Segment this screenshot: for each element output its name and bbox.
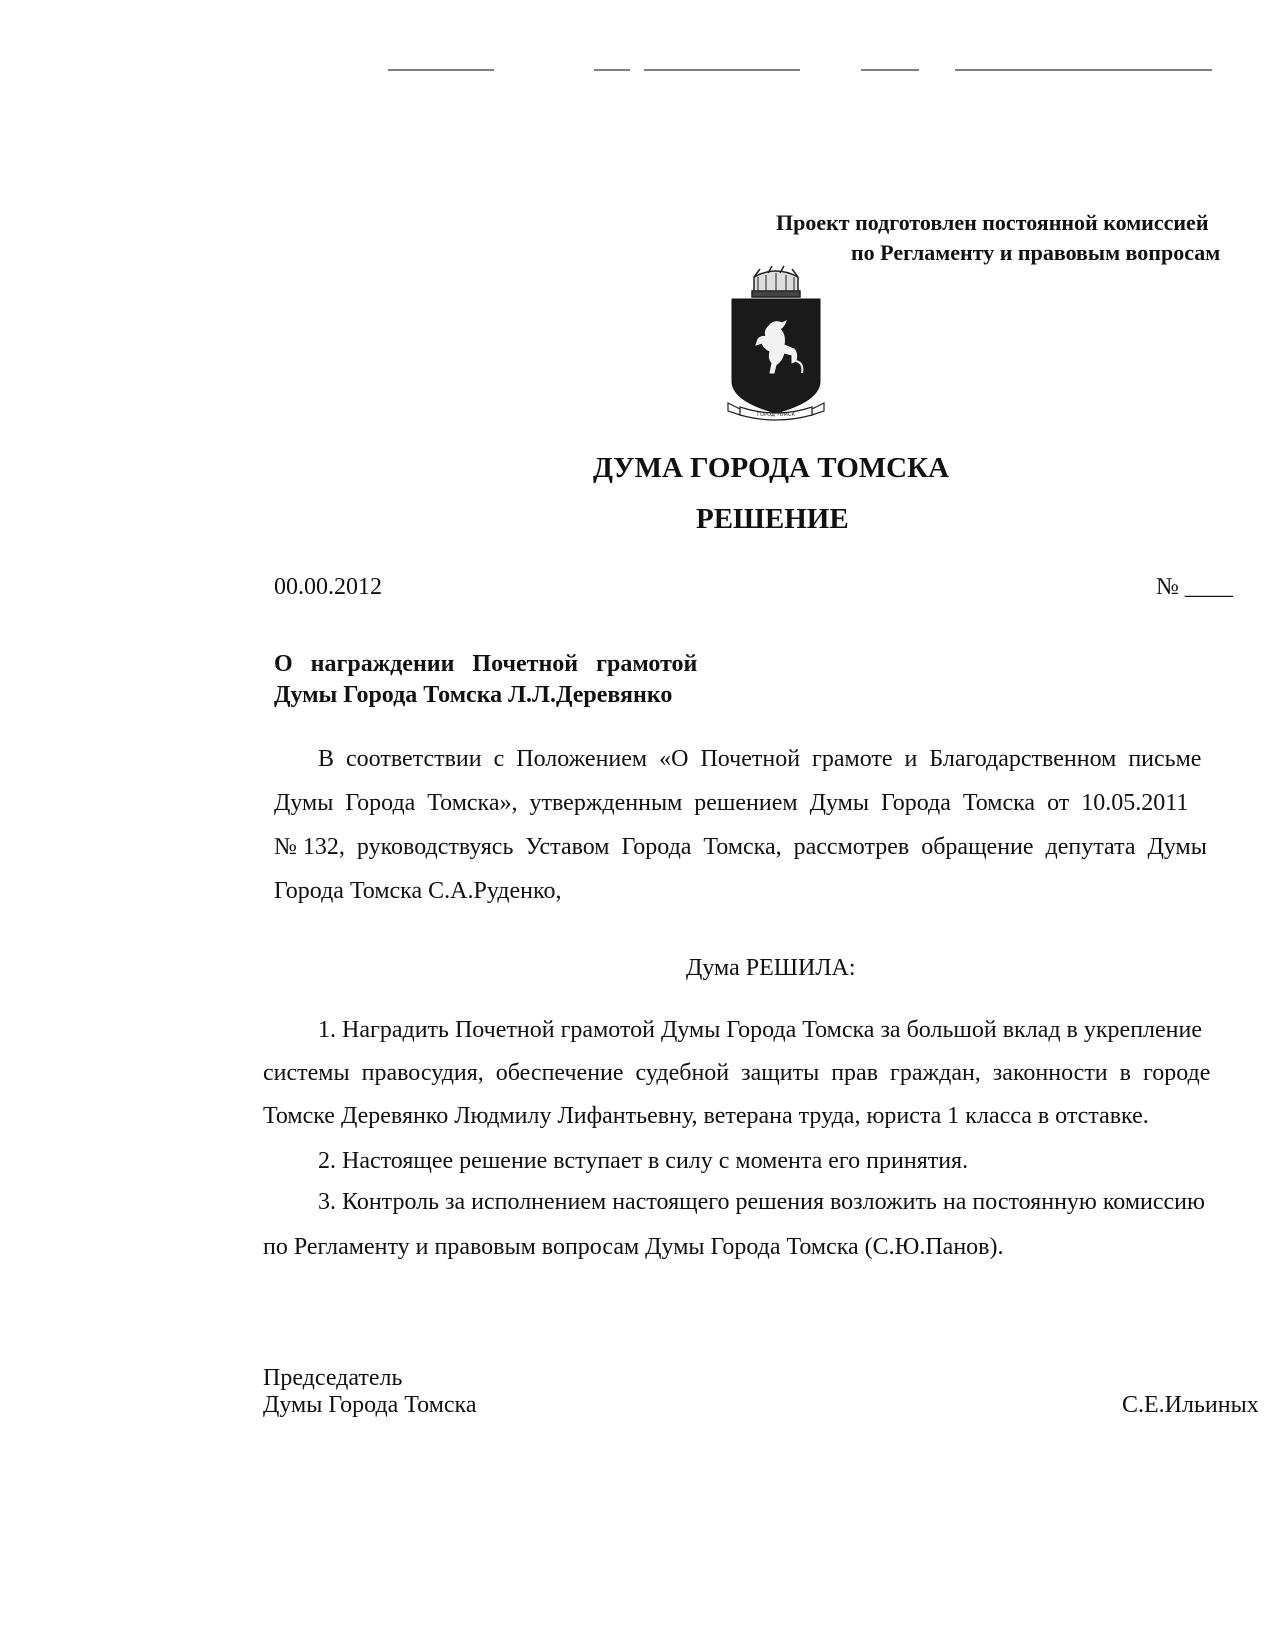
scan-line [594,69,630,71]
tomsk-coat-of-arms-icon [724,263,828,425]
document-date: 00.00.2012 [274,574,382,600]
item3-line1: 3. Контроль за исполнением настоящего решения возложить на постоянную комиссию [318,1189,1205,1215]
resolution-header: Дума РЕШИЛА: [686,955,856,981]
org-title: ДУМА ГОРОДА ТОМСКА [593,452,950,484]
item3-line2: по Регламенту и правовым вопросам Думы Города Томска (С.Ю.Панов). [263,1234,1004,1260]
document-number: № ____ [1156,574,1233,600]
signature-title-line2: Думы Города Томска [263,1392,477,1418]
crown-icon [752,266,800,297]
project-note-line2: по Регламенту и правовым вопросам [851,240,1221,265]
project-note [776,208,1209,238]
item1-line3: Томске Деревянко Людмилу Лифантьевну, ветерана труда, юриста 1 класса в отставке. [263,1103,1149,1129]
preamble-line4: Города Томска С.А.Руденко, [274,878,562,904]
subject-line1: О награждении Почетной грамотой [274,651,698,677]
preamble-line3: № 132, руководствуясь Уставом Города Томска, рассмотрев обращение депутата Думы [274,834,1207,860]
scan-line [955,69,1212,71]
preamble-line2: Думы Города Томска», утвержденным решением Думы Города Томска от 10.05.2011 [274,790,1189,816]
item1-line1: 1. Наградить Почетной грамотой Думы Города Томска за большой вклад в укрепление [318,1017,1203,1043]
item2: 2. Настоящее решение вступает в силу с момента его принятия. [318,1148,969,1174]
signature-title-line1: Председатель [263,1365,403,1391]
project-note-2 [851,238,1220,268]
scan-line [388,69,494,71]
project-note-line1: Проект подготовлен постоянной комиссией [776,210,1209,235]
scan-line [861,69,919,71]
preamble-line1: В соответствии с Положением «О Почетной грамоте и Благодарственном письме [318,746,1202,772]
doc-type-title: РЕШЕНИЕ [696,503,849,535]
signature-name: С.Е.Ильиных [1122,1392,1259,1418]
item1-line2: системы правосудия, обеспечение судебной защиты прав граждан, законности в городе [263,1060,1211,1086]
subject-line2: Думы Города Томска Л.Л.Деревянко [274,682,673,708]
scan-line [644,69,800,71]
ribbon-text: ГОРОД ТОМСК [757,412,795,418]
